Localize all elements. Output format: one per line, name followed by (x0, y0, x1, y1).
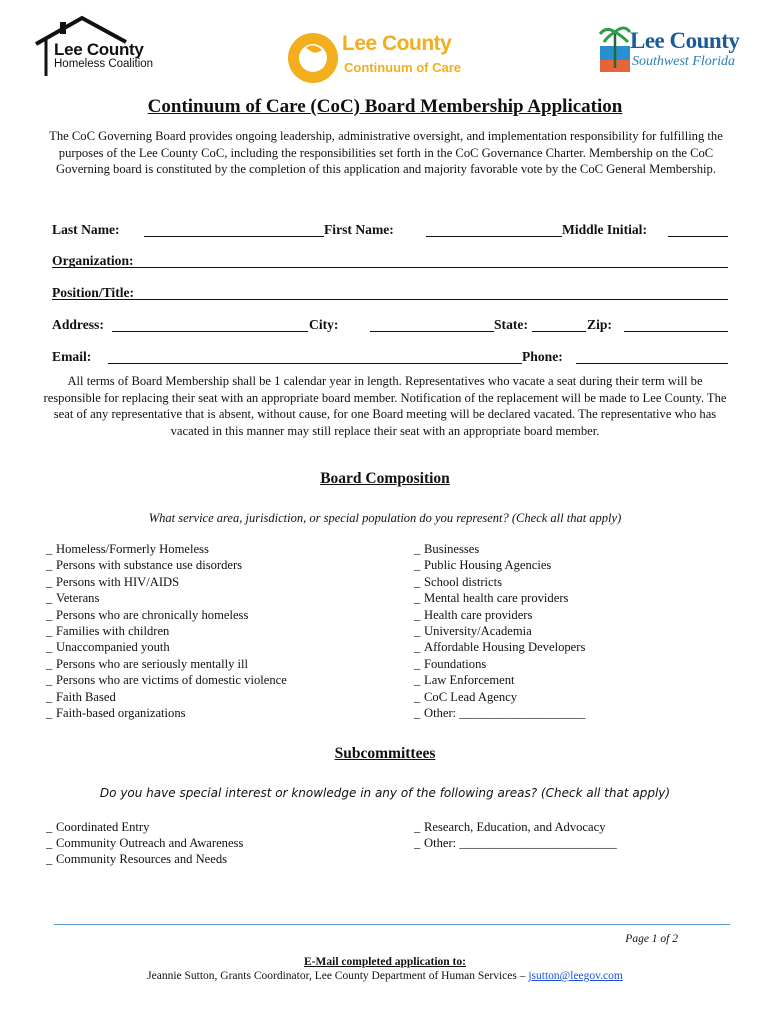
organization-label: Organization: (52, 253, 134, 268)
checkbox-option[interactable] (46, 657, 248, 672)
footer-divider (54, 924, 730, 925)
checkbox-option-label: Families with children (56, 624, 170, 638)
middle-initial-field[interactable] (668, 236, 728, 237)
checkbox-option-label: Veterans (56, 591, 100, 606)
sun-circle-icon (286, 30, 342, 86)
checkbox-blank[interactable]: _ (414, 574, 421, 589)
checkbox-option-label: Foundations (424, 656, 487, 671)
organization-field[interactable] (52, 267, 728, 268)
email-heading: E-Mail completed application to: (304, 956, 466, 968)
checkbox-option-label: Law Enforcement (424, 673, 515, 688)
last-name-field[interactable] (144, 236, 324, 237)
city-label: City: (309, 317, 339, 332)
checkbox-blank[interactable]: _ (414, 673, 421, 688)
board-composition-heading: Board Composition (320, 470, 450, 487)
checkbox-option[interactable] (414, 673, 515, 688)
checkbox-option[interactable] (46, 852, 227, 867)
checkbox-blank[interactable]: _ (414, 591, 421, 606)
address-field[interactable] (112, 331, 308, 332)
checkbox-option[interactable] (46, 542, 209, 557)
position-field[interactable] (52, 299, 728, 300)
checkbox-blank[interactable]: _ (46, 706, 53, 720)
checkbox-blank[interactable]: _ (414, 820, 421, 834)
checkbox-blank[interactable]: _ (46, 820, 53, 834)
checkbox-option[interactable] (414, 657, 486, 672)
checkbox-option-label: Persons with substance use disorders (56, 558, 243, 573)
checkbox-blank[interactable]: _ (46, 852, 53, 867)
board-composition-prompt: What service area, jurisdiction, or special population do you represent? (Check all that apply) (148, 511, 622, 525)
checkbox-blank[interactable]: _ (414, 656, 421, 671)
checkbox-option-label: CoC Lead Agency (424, 689, 518, 704)
checkbox-blank[interactable]: _ (414, 558, 421, 573)
checkbox-option[interactable] (46, 575, 179, 590)
contact-text: Jeannie Sutton, Grants Coordinator, Lee County Department of Human Services – (147, 970, 529, 982)
checkbox-option[interactable] (414, 640, 585, 655)
terms-paragraph: All terms of Board Membership shall be 1 calendar year in length. Representatives who vacate a seat during their term will be responsible for replacing their seat with an appropriate board member. Notification of the replacement will be made to Lee County. The seat of any representative that is absent, without cause, for one Board meeting will be declared vacated. The representative who has vacated in this manner may still replace their seat with an appropriate board member. (43, 374, 727, 438)
checkbox-option-label: Faith Based (56, 689, 116, 704)
logo2-subtitle: Continuum of Care (344, 60, 461, 75)
checkbox-option-label: School districts (424, 574, 503, 589)
checkbox-option[interactable] (46, 820, 149, 835)
checkbox-blank[interactable]: _ (414, 640, 421, 655)
checkbox-option[interactable] (46, 558, 242, 573)
checkbox-option[interactable] (46, 640, 170, 655)
checkbox-option[interactable] (414, 591, 568, 606)
checkbox-option-label: Persons who are victims of domestic violence (56, 673, 287, 688)
checkbox-blank[interactable]: _ (46, 607, 53, 622)
checkbox-blank[interactable]: _ (46, 591, 53, 606)
logo1-title: Lee County (54, 40, 144, 59)
checkbox-option[interactable] (46, 608, 248, 623)
checkbox-option-label: Persons with HIV/AIDS (56, 574, 180, 589)
checkbox-blank[interactable]: _ (46, 689, 53, 704)
subcommittees-prompt: Do you have special interest or knowledge in any of the following areas? (Check all that apply) (99, 786, 671, 800)
checkbox-blank[interactable]: _ (46, 558, 53, 573)
state-field[interactable] (532, 331, 586, 332)
contact-line (0, 970, 770, 982)
checkbox-blank[interactable]: _ (46, 656, 53, 671)
first-name-label: First Name: (324, 222, 394, 237)
intro-paragraph: The CoC Governing Board provides ongoing leadership, administrative oversight, and implementation responsibility for fulfilling the purposes of the Lee County CoC, including the responsibilities set forth in the CoC Governance Charter. Membership on the CoC Governing board is constituted by the completion of this application and majority favorable vote by the CoC General Membership. (49, 129, 723, 177)
logo3-subtitle: Southwest Florida (632, 54, 736, 69)
checkbox-option-label: Other: ____________________ (424, 706, 586, 720)
checkbox-option[interactable] (46, 690, 116, 705)
checkbox-option-label: Persons who are seriously mentally ill (56, 656, 249, 671)
phone-label: Phone: (522, 349, 563, 364)
first-name-field[interactable] (426, 236, 562, 237)
continuum-of-care-logo (286, 30, 476, 86)
checkbox-blank[interactable]: _ (46, 640, 53, 655)
checkbox-blank[interactable]: _ (414, 706, 421, 720)
city-field[interactable] (370, 331, 494, 332)
checkbox-blank[interactable]: _ (46, 673, 53, 688)
checkbox-option-label: Research, Education, and Advocacy (424, 820, 606, 834)
checkbox-option-label: Community Outreach and Awareness (56, 836, 244, 851)
checkbox-option[interactable] (46, 836, 243, 851)
checkbox-blank[interactable]: _ (414, 542, 421, 556)
lee-county-swfl-logo (598, 22, 748, 78)
checkbox-blank[interactable]: _ (46, 836, 53, 851)
palm-tree-icon (598, 24, 632, 74)
checkbox-blank[interactable]: _ (414, 624, 421, 638)
logo1-subtitle: Homeless Coalition (54, 58, 154, 70)
position-label: Position/Title: (52, 285, 135, 300)
checkbox-option-label: Persons who are chronically homeless (56, 607, 249, 622)
checkbox-option[interactable] (414, 690, 517, 705)
checkbox-blank[interactable]: _ (46, 624, 53, 638)
homeless-coalition-logo (34, 14, 164, 78)
checkbox-blank[interactable]: _ (414, 689, 421, 704)
checkbox-blank[interactable]: _ (46, 574, 53, 589)
checkbox-option[interactable] (414, 624, 532, 639)
last-name-label: Last Name: (52, 222, 120, 237)
checkbox-option-label: Community Resources and Needs (56, 852, 228, 867)
checkbox-option-label: Public Housing Agencies (424, 558, 552, 573)
checkbox-option-label: Health care providers (424, 607, 533, 622)
checkbox-option[interactable] (414, 820, 606, 835)
checkbox-blank[interactable]: _ (46, 542, 53, 556)
checkbox-option[interactable] (414, 575, 502, 590)
checkbox-option[interactable] (46, 624, 169, 639)
zip-field[interactable] (624, 331, 728, 332)
checkbox-option[interactable] (414, 706, 585, 721)
checkbox-option-label: Coordinated Entry (56, 820, 150, 834)
checkbox-option[interactable] (414, 558, 551, 573)
checkbox-option[interactable] (46, 673, 287, 688)
checkbox-option-label: Faith-based organizations (56, 706, 186, 720)
contact-email-link[interactable]: jsutton@leegov.com (528, 970, 623, 982)
subcommittees-heading: Subcommittees (334, 745, 436, 762)
email-label: Email: (52, 349, 92, 364)
address-label: Address: (52, 317, 104, 332)
checkbox-option[interactable] (46, 591, 99, 606)
checkbox-option[interactable] (414, 542, 479, 557)
checkbox-option[interactable] (414, 608, 532, 623)
checkbox-option-label: Mental health care providers (424, 591, 569, 606)
checkbox-option-label: Unaccompanied youth (56, 640, 170, 655)
checkbox-blank[interactable]: _ (414, 607, 421, 622)
email-field[interactable] (108, 363, 522, 364)
page-number: Page 1 of 2 (625, 933, 678, 945)
checkbox-option-label: Homeless/Formerly Homeless (56, 542, 209, 556)
checkbox-blank[interactable]: _ (414, 836, 421, 851)
state-label: State: (494, 317, 528, 332)
zip-label: Zip: (587, 317, 612, 332)
phone-field[interactable] (576, 363, 728, 364)
logo3-title: Lee County (630, 28, 740, 53)
checkbox-option[interactable] (414, 836, 617, 851)
checkbox-option[interactable] (46, 706, 186, 721)
middle-initial-label: Middle Initial: (562, 222, 647, 237)
checkbox-option-label: Businesses (424, 542, 480, 556)
logo2-title: Lee County (342, 32, 452, 55)
checkbox-option-label: Affordable Housing Developers (424, 640, 586, 655)
checkbox-option-label: Other: _________________________ (424, 836, 617, 851)
page-title: Continuum of Care (CoC) Board Membership Application (147, 96, 623, 117)
checkbox-option-label: University/Academia (424, 624, 532, 638)
